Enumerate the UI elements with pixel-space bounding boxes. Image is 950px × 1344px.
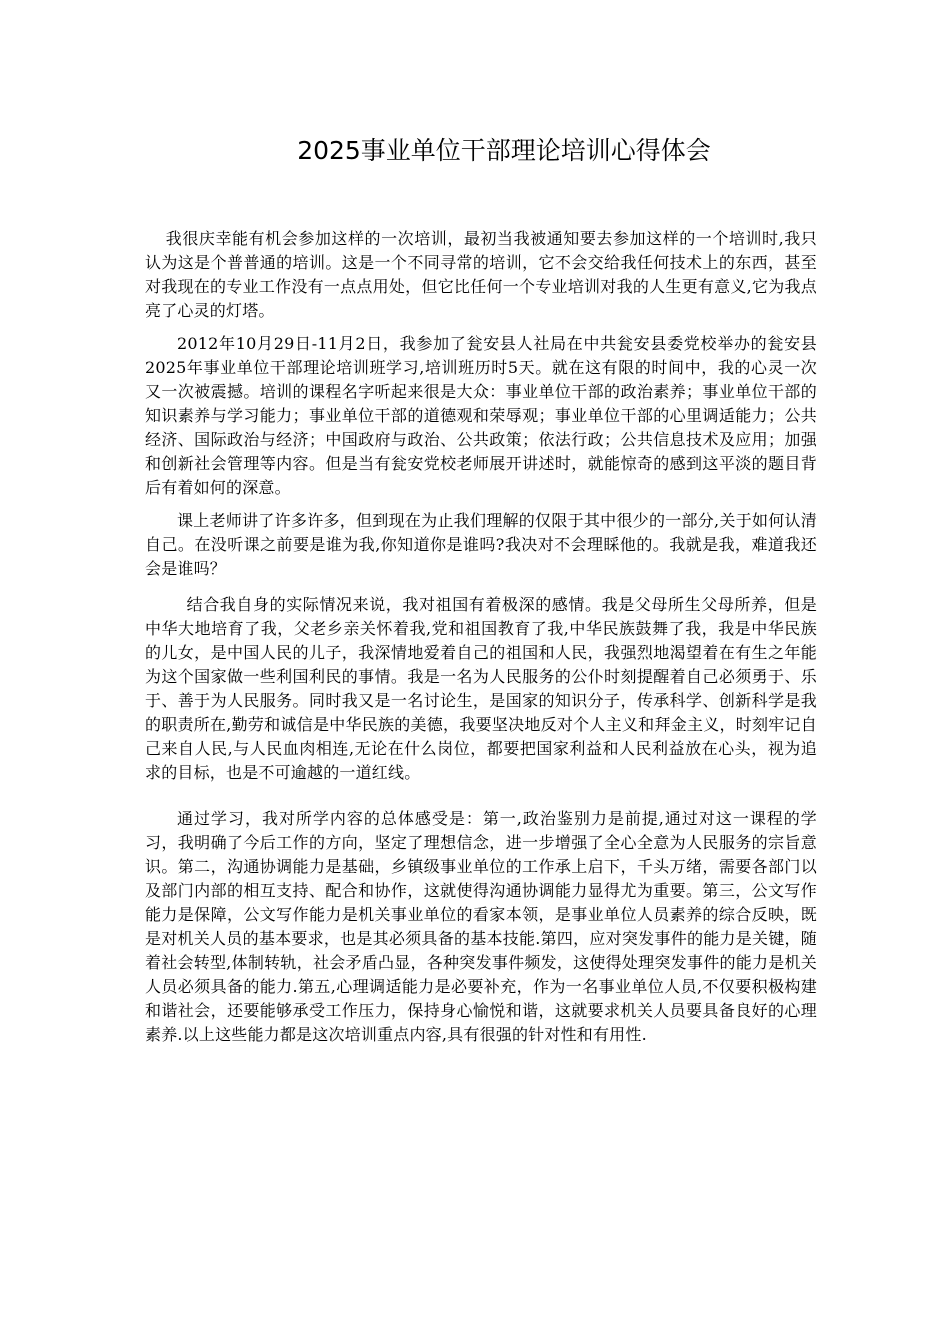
paragraph-3: 课上老师讲了许多许多，但到现在为止我们理解的仅限于其中很少的一部分,关于如何认清自己。在没听课之前要是谁为我,你知道你是谁吗?我决对不会理睬他的。我就是我，难道我还会是谁吗？	[145, 511, 817, 578]
paragraph-spacer	[145, 323, 817, 332]
paragraph-2: 2012年10月29日-11月2日，我参加了瓮安县人社局在中共瓮安县委党校举办的瓮安县2025年事业单位干部理论培训班学习,培训班历时5天。就在这有限的时间中，我的心灵一次又一次被震撼。培训的课程名字听起来很是大众：事业单位干部的政治素养；事业单位干部的知识素养与学习能力；事业单位干部的道德观和荣辱观；事业单位干部的心里调适能力；公共经济、国际政治与经济；中国政府与政治、公共政策；依法行政；公共信息技术及应用；加强和创新社会管理等内容。但是当有瓮安党校老师展开讲述时，就能惊奇的感到这平淡的题目背后有着如何的深意。	[145, 334, 817, 497]
paragraph-5: 通过学习，我对所学内容的总体感受是：第一,政治鉴别力是前提,通过对这一课程的学习，我明确了今后工作的方向，坚定了理想信念，进一步增强了全心全意为人民服务的宗旨意识。第二，沟通协调能力是基础，乡镇级事业单位的工作承上启下，千头万绪，需要各部门以及部门内部的相互支持、配合和协作，这就使得沟通协调能力显得尤为重要。第三，公文写作能力是保障，公文写作能力是机关事业单位的看家本领，是事业单位人员素养的综合反映，既是对机关人员的基本要求，也是其必须具备的基本技能.第四，应对突发事件的能力是关键，随着社会转型,体制转轨，社会矛盾凸显，各种突发事件频发，这使得处理突发事件的能力是机关人员必须具备的能力.第五,心理调适能力是必要补充，作为一名事业单位人员,不仅要积极构建和谐社会，还要能够承受工作压力，保持身心愉悦和谐，这就要求机关人员要具备良好的心理素养.以上这些能力都是这次培训重点内容,具有很强的针对性和有用性.	[145, 809, 817, 1044]
paragraph-4: 结合我自身的实际情况来说，我对祖国有着极深的感情。我是父母所生父母所养，但是中华大地培育了我，父老乡亲关怀着我,党和祖国教育了我,中华民族鼓舞了我，我是中华民族的儿女，是中国人民的儿子，我深情地爱着自己的祖国和人民，我强烈地渴望着在有生之年能为这个国家做一些利国利民的事情。我是一名为人民服务的公仆时刻提醒着自己必须勇于、乐于、善于为人民服务。同时我又是一名讨论生，是国家的知识分子，传承科学、创新科学是我的职责所在,勤劳和诚信是中华民族的美德，我要坚决地反对个人主义和拜金主义，时刻牢记自己来自人民,与人民血肉相连,无论在什么岗位，都要把国家利益和人民利益放在心头，视为追求的目标，也是不可逾越的一道红线。	[145, 595, 817, 782]
paragraph-spacer	[145, 581, 817, 593]
paragraph-spacer	[145, 500, 817, 509]
document-title: 2025事业单位干部理论培训心得体会	[297, 136, 711, 165]
paragraph-spacer	[145, 785, 817, 807]
document-body	[145, 227, 817, 1047]
paragraph-1: 我很庆幸能有机会参加这样的一次培训，最初当我被通知要去参加这样的一个培训时,我只认为这是个普普通的培训。这是一个不同寻常的培训，它不会交给我任何技术上的东西，甚至对我现在的专业工作没有一点点用处，但它比任何一个专业培训对我的人生更有意义,它为我点亮了心灵的灯塔。	[145, 229, 817, 320]
